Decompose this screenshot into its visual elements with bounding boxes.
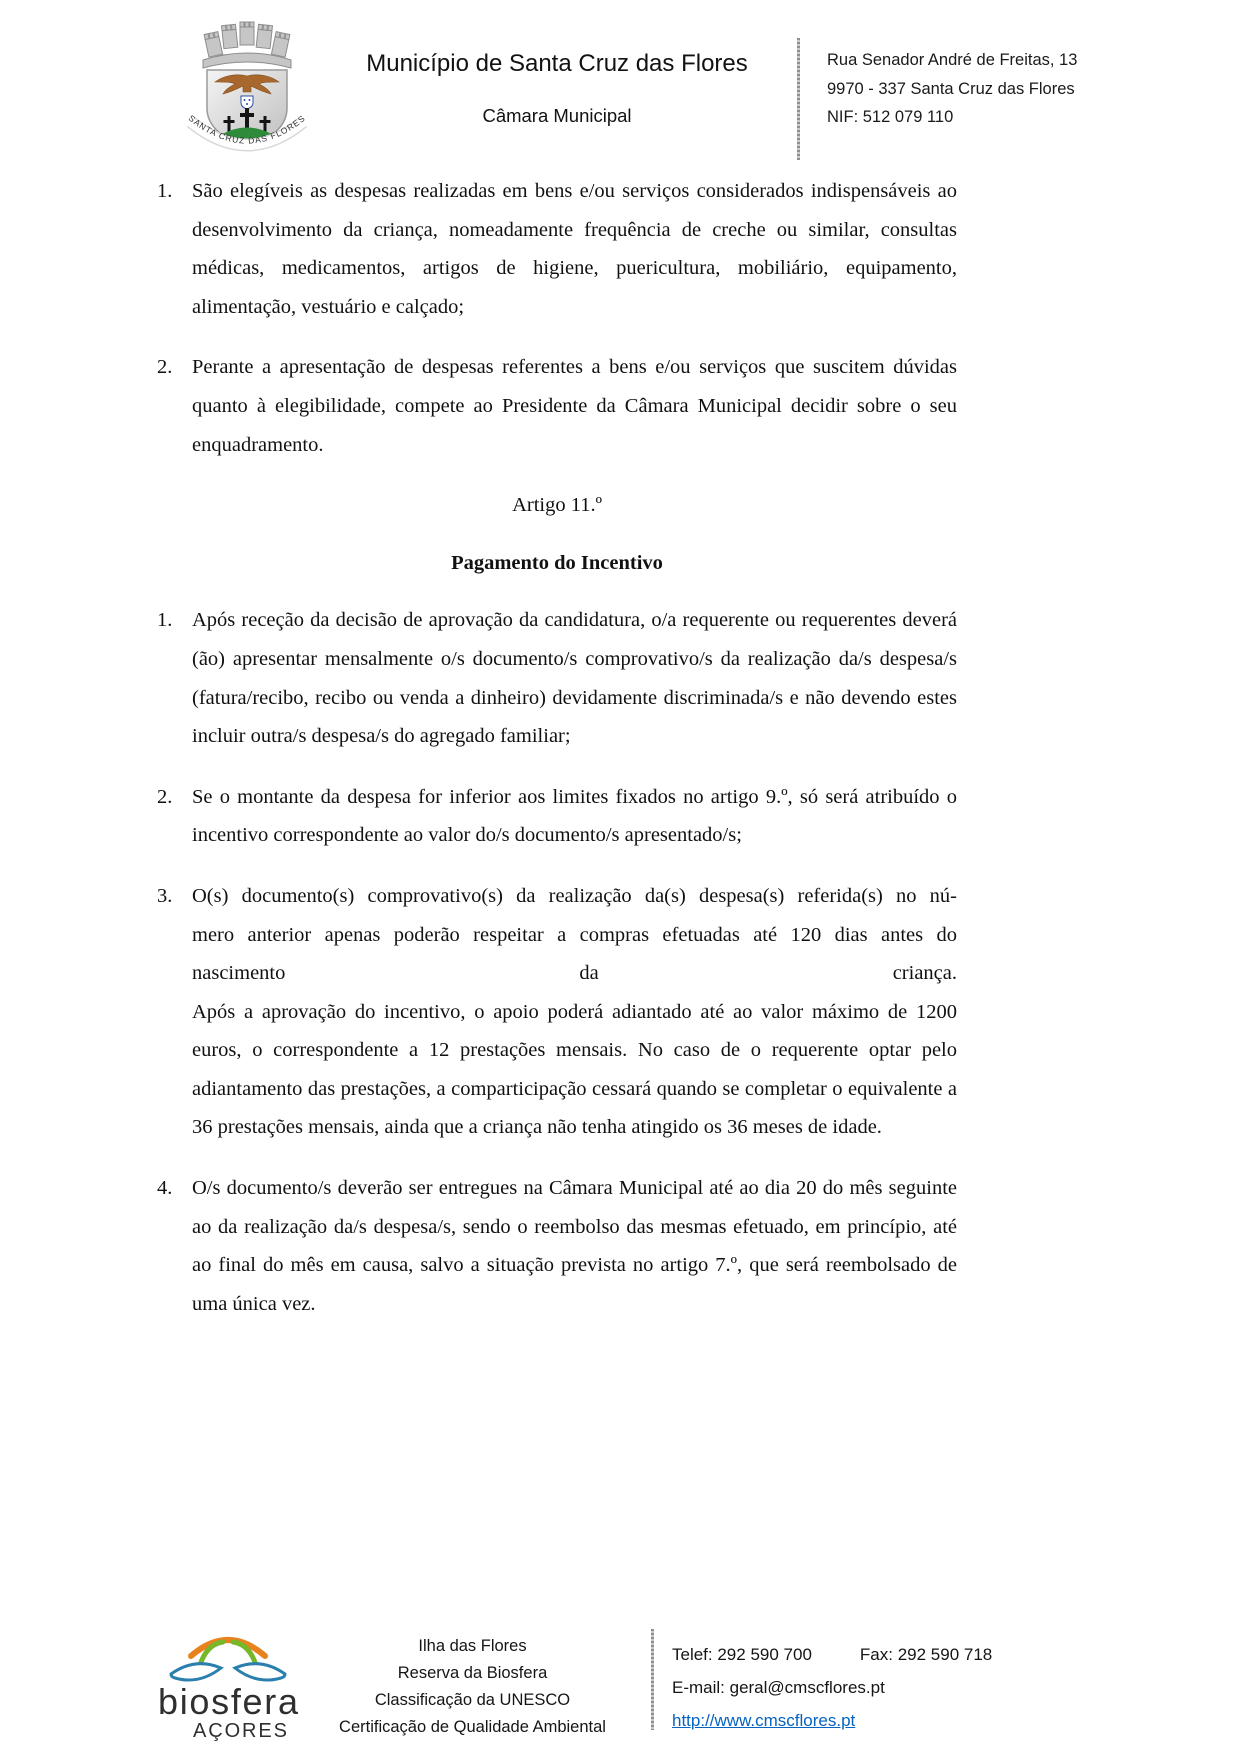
header-org-block: [318, 50, 796, 127]
list-item-number: 3.: [157, 884, 173, 907]
paragraph-text: Após receção da decisão de aprovação da candidatura, o/a requerente ou requerentes deverá (ão) apresentar mensalmente o/s documento/s comprovativo/s da realização da/s despesa/s (fatura/recibo, recibo ou venda a dinheiro) devidamente discriminada/s e não devendo estes incluir outra/s despesa/s do agregado familiar;: [192, 609, 957, 748]
org-name: Município de Santa Cruz das Flores: [366, 50, 748, 77]
list-item-number: 1.: [157, 609, 173, 632]
list-item-text: [192, 601, 957, 755]
paragraph-text: Perante a apresentação de despesas referentes a bens e/ou serviços que suscitem dúvidas quanto à elegibilidade, compete ao Presidente da Câmara Municipal decidir sobre o seu enquadramento.: [192, 356, 957, 456]
paragraph-text: Após a aprovação do incentivo, o apoio poderá adiantado até ao valor máximo de 1200 euros, o correspondente a 12 prestações mensais. No caso de o requerente optar pelo adiantamento das prestações, a comparticipação cessará quando se completar o equivalente a 36 prestações mensais, ainda que a criança não tenha atingido os 36 meses de idade.: [192, 1000, 957, 1139]
footer-line-island: Ilha das Flores: [418, 1637, 527, 1655]
footer-divider: [651, 1629, 654, 1730]
list-item-number: 4.: [157, 1177, 173, 1200]
numbered-list-eligibility: [157, 172, 957, 464]
list-item: [157, 1169, 957, 1323]
list-item-text: [192, 348, 957, 464]
list-item-number: 2.: [157, 356, 173, 379]
address-street: Rua Senador André de Freitas, 13: [827, 51, 1078, 69]
list-item: [157, 601, 957, 755]
header-divider: [797, 38, 800, 160]
article-number-heading: Artigo 11.º: [512, 494, 602, 517]
fax-value: Fax: 292 590 718: [859, 1645, 993, 1664]
footer-website-row: [672, 1704, 1017, 1737]
list-item: [157, 778, 957, 855]
list-item-text: [192, 877, 957, 1147]
justified-line: nascimento da criança.: [192, 962, 957, 985]
footer-line-unesco: Classificação da UNESCO: [374, 1691, 571, 1709]
address-city: 9970 - 337 Santa Cruz das Flores: [827, 79, 1075, 98]
acores-wordmark: AÇORES: [193, 1720, 289, 1742]
numbered-list-payment: [157, 601, 957, 1323]
justified-line: O(s) documento(s) comprovativo(s) da realização da(s) despesa(s) referida(s) no nú-: [192, 884, 957, 907]
document-body: [157, 172, 957, 1345]
org-subtitle: Câmara Municipal: [482, 105, 632, 126]
list-item-number: 2.: [157, 785, 173, 808]
footer-certifications: [300, 1633, 645, 1741]
footer-email-row: [672, 1671, 1017, 1704]
list-item-number: 1.: [157, 180, 173, 202]
telef-value: Telef: 292 590 700: [672, 1645, 812, 1664]
email-value: E-mail: geral@cmscflores.pt: [672, 1678, 885, 1697]
footer-line-biosphere: Reserva da Biosfera: [397, 1664, 548, 1682]
list-item: [157, 348, 957, 464]
address-nif: NIF: 512 079 110: [827, 108, 954, 126]
paragraph-text: São elegíveis as despesas realizadas em bens e/ou serviços considerados indispensáveis ao desenvolvimento da criança, nomeadamente frequência de creche ou similar, consultas médicas, medicamentos, artigos de higiene, puericultura, mobiliário, equipamento, alimentação, vestuário e calçado;: [192, 180, 957, 318]
footer-phone-row: [672, 1638, 1017, 1671]
list-item-text: [192, 778, 957, 855]
website-link[interactable]: http://www.cmscflores.pt: [672, 1711, 856, 1730]
paragraph-text: O/s documento/s deverão ser entregues na Câmara Municipal até ao dia 20 do mês seguinte ao da realização da/s despesa/s, sendo o reembolso das mesmas efetuado, em princípio, até ao final do mês em causa, salvo a situação prevista no artigo 7.º, que será reembolsado de uma única vez.: [192, 1177, 957, 1315]
footer-contact: [672, 1638, 1017, 1737]
list-item-text: [192, 1169, 957, 1323]
municipal-crest-icon: [183, 20, 311, 160]
list-item: [157, 877, 957, 1147]
biosfera-acores-logo: [153, 1622, 303, 1742]
list-item-text: [192, 172, 957, 326]
justified-line: mero anterior apenas poderão respeitar a compras efetuadas até 120 dias antes do: [192, 923, 957, 946]
crest-ribbon-label: SANTA CRUZ DAS FLORES: [186, 112, 308, 146]
article-title-heading: Pagamento do Incentivo: [451, 551, 663, 574]
list-item: [157, 172, 957, 326]
footer-line-quality: Certificação de Qualidade Ambiental: [339, 1718, 606, 1736]
biosfera-wordmark: biosfera: [158, 1681, 298, 1722]
paragraph-text: Se o montante da despesa for inferior aos limites fixados no artigo 9.º, só será atribuído o incentivo correspondente ao valor do/s documento/s apresentado/s;: [192, 785, 957, 847]
header-address: [827, 46, 1077, 132]
